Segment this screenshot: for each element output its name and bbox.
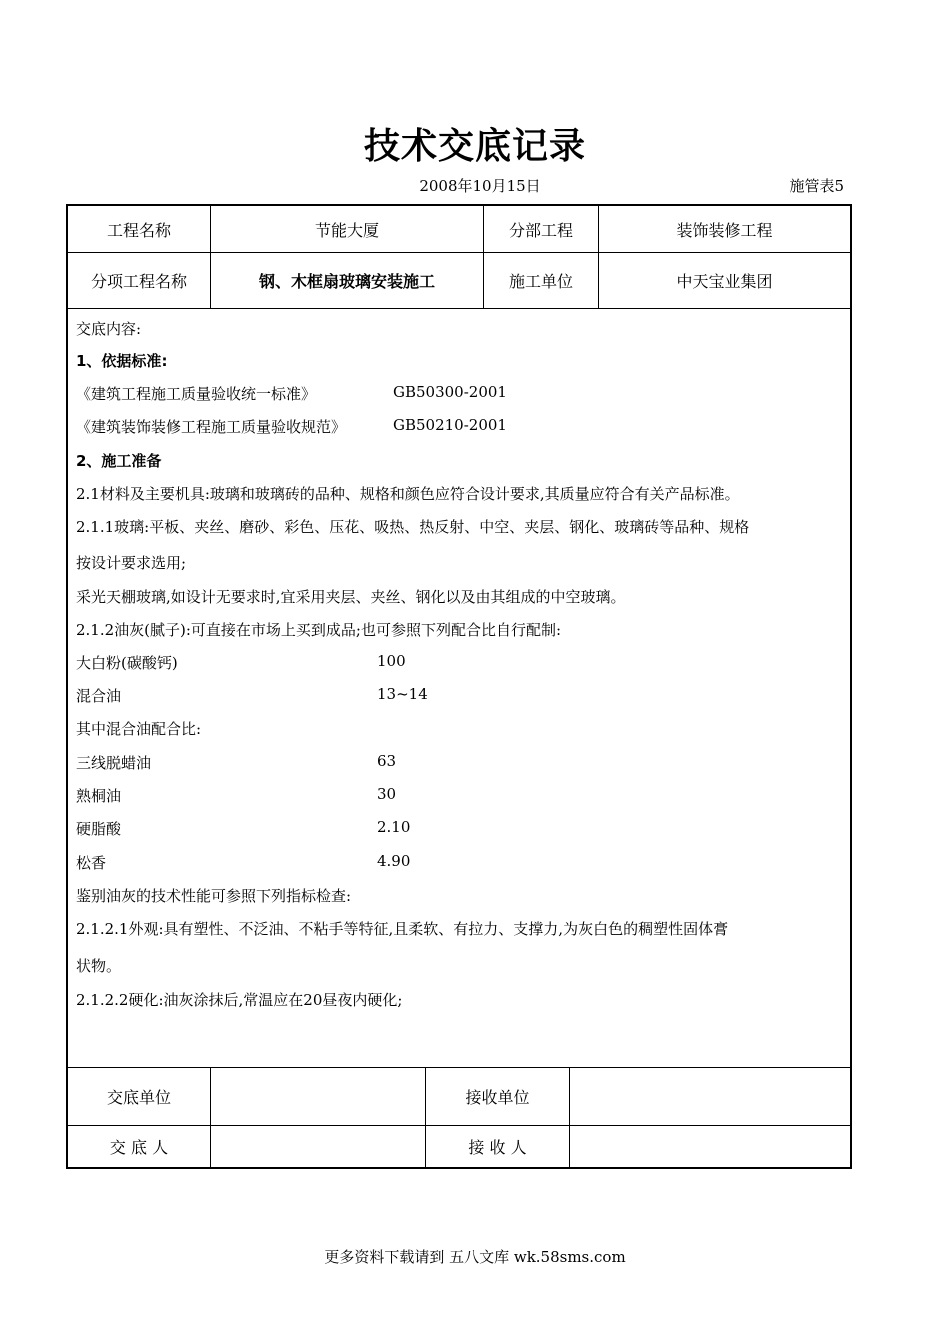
oil-row <box>76 785 576 806</box>
oil-row <box>76 752 576 773</box>
oil-name: 松香 <box>76 854 107 872</box>
oil-value: 63 <box>377 752 397 770</box>
mix-name: 大白粉(碳酸钙) <box>76 654 178 672</box>
grid-line <box>68 308 850 309</box>
contractor-label: 施工单位 <box>508 272 573 291</box>
mix-row <box>76 652 576 673</box>
page-title: 技术交底记录 <box>363 126 586 167</box>
oil-row <box>76 852 576 873</box>
standard-1 <box>76 383 507 404</box>
receiver-person-label: 接 收 人 <box>468 1138 527 1157</box>
standard-2 <box>76 416 507 437</box>
mix-value: 100 <box>377 652 406 670</box>
standard-2-code: GB50210-2001 <box>393 416 507 434</box>
division-label: 分部工程 <box>508 220 573 240</box>
subitem-value: 钢、木框扇玻璃安装施工 <box>258 272 435 291</box>
section-2-heading: 2、施工准备 <box>76 452 162 470</box>
standard-1-name: 《建筑工程施工质量验收统一标准》 <box>76 385 317 403</box>
paragraph-check: 鉴别油灰的技术性能可参照下列指标检查: <box>76 887 352 905</box>
paragraph-appearance-cont: 状物。 <box>76 957 122 975</box>
mix-value: 13~14 <box>377 685 428 703</box>
oil-name: 三线脱蜡油 <box>76 754 152 772</box>
section-1-heading: 1、依据标准: <box>76 352 168 370</box>
mix-name: 混合油 <box>76 687 122 705</box>
oil-value: 30 <box>377 785 397 803</box>
paragraph-glass: 2.1.1玻璃:平板、夹丝、磨砂、彩色、压花、吸热、热反射、中空、夹层、钢化、玻璃砖等品种、规格 <box>76 518 750 536</box>
oil-value: 2.10 <box>377 818 411 836</box>
subitem-label: 分项工程名称 <box>90 272 187 291</box>
page-footer: 更多资料下载请到 五八文库 wk.58sms.com <box>324 1248 626 1266</box>
oil-name: 硬脂酸 <box>76 820 122 838</box>
division-value: 装饰装修工程 <box>676 220 773 240</box>
paragraph-hardening: 2.1.2.2硬化:油灰涂抹后,常温应在20昼夜内硬化; <box>76 991 403 1009</box>
paragraph-putty: 2.1.2油灰(腻子):可直接在市场上买到成品;也可参照下列配合比自行配制: <box>76 621 562 639</box>
standard-2-name: 《建筑装饰装修工程施工质量验收规范》 <box>76 418 347 436</box>
record-date: 2008年10月15日 <box>419 177 541 195</box>
paragraph-appearance: 2.1.2.1外观:具有塑性、不泛油、不粘手等特征,且柔软、有拉力、支撑力,为灰白色的稠塑性固体膏 <box>76 920 729 938</box>
receiver-unit-label: 接收单位 <box>465 1088 530 1107</box>
project-name-value: 节能大厦 <box>314 220 379 240</box>
content-intro: 交底内容: <box>76 320 142 338</box>
handover-unit-label: 交底单位 <box>106 1088 171 1107</box>
receiver-unit-field[interactable] <box>570 1068 850 1125</box>
oil-value: 4.90 <box>377 852 411 870</box>
handover-unit-field[interactable] <box>211 1068 425 1125</box>
standard-1-code: GB50300-2001 <box>393 383 507 401</box>
project-name-label: 工程名称 <box>106 220 171 240</box>
paragraph-glass-cont: 按设计要求选用; <box>76 554 187 572</box>
handover-person-field[interactable] <box>211 1126 425 1167</box>
oil-row <box>76 818 576 839</box>
paragraph-materials: 2.1材料及主要机具:玻璃和玻璃砖的品种、规格和颜色应符合设计要求,其质量应符合有关产品标准。 <box>76 485 740 503</box>
mix-row <box>76 685 576 706</box>
oil-name: 熟桐油 <box>76 787 122 805</box>
handover-person-label: 交 底 人 <box>109 1138 169 1157</box>
paragraph-skylight: 采光天棚玻璃,如设计无要求时,宜采用夹层、夹丝、钢化以及由其组成的中空玻璃。 <box>76 588 626 606</box>
form-number: 施管表5 <box>789 177 844 195</box>
oil-heading: 其中混合油配合比: <box>76 720 202 738</box>
contractor-value: 中天宝业集团 <box>676 272 773 291</box>
receiver-person-field[interactable] <box>570 1126 850 1167</box>
